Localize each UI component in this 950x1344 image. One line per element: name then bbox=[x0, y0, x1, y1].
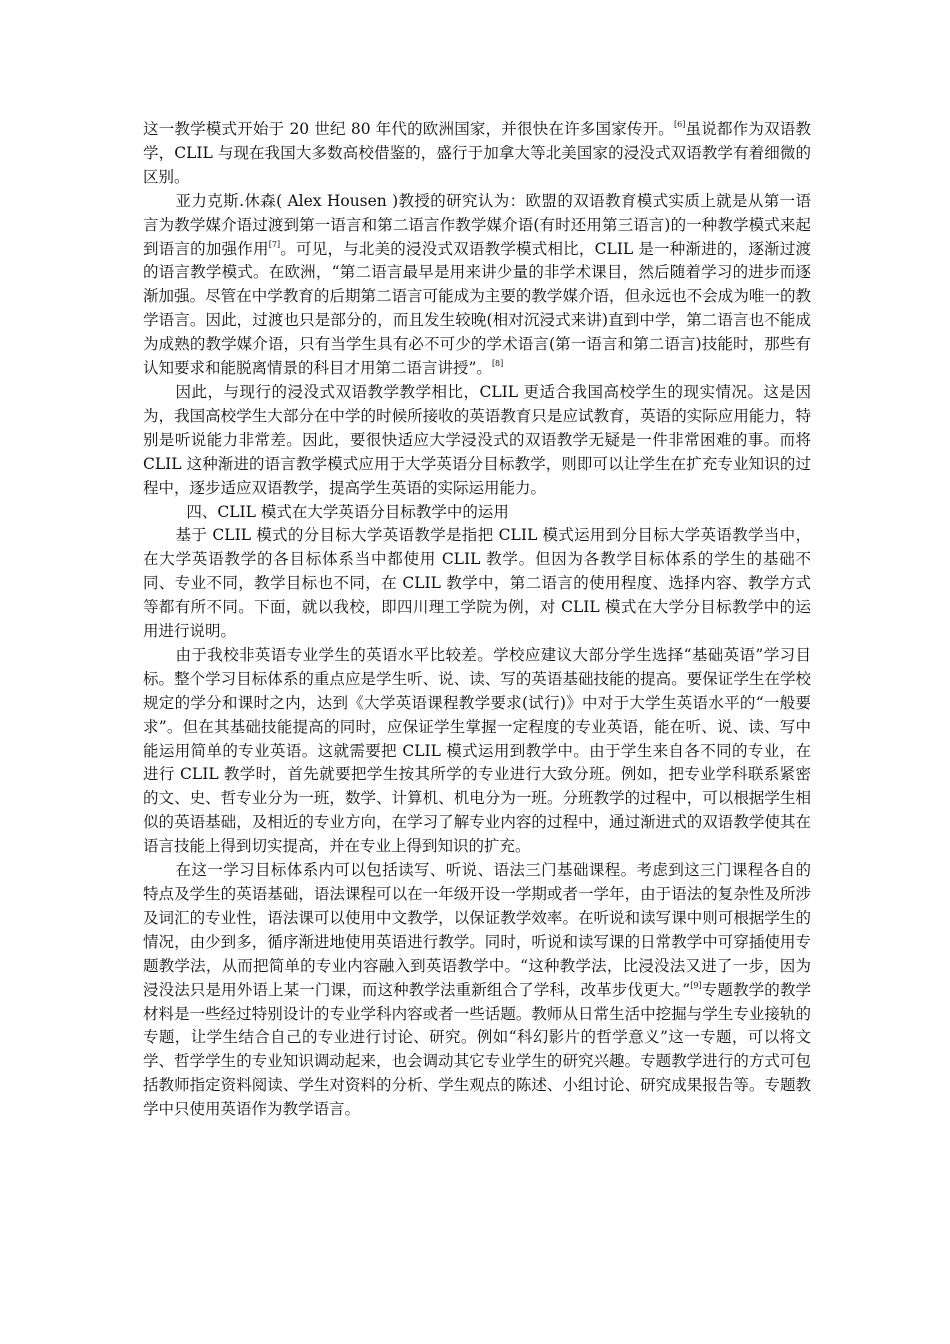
text-run: 亚力克斯.休森( Alex Housen )教授的研究认为：欧盟的双语教育模式实质上就是从第一语言为教学媒介语过渡到第一语言和第二语言作教学媒介语(有时还用第三语言)的一种教学模式来起到语言的加强作用 bbox=[143, 191, 811, 258]
text-run: 在这一学习目标体系内可以包括读写、听说、语法三门基础课程。考虑到这三门课程各自的特点及学生的英语基础，语法课程可以在一年级开设一学期或者一学年，由于语法的复杂性及所涉及词汇的专业性，语法课可以使用中文教学，以保证教学效率。在听说和读写课中则可根据学生的情况，由少到多，循序渐进地使用英语进行教学。同时，听说和读写课的日常教学中可穿插使用专题教学法，从而把简单的专业内容融入到英语教学中。“这种教学法，比浸没法又进了一步，因为浸没法只是用外语上某一门课，而这种教学法重新组合了学科，改革步伐更大。” bbox=[143, 861, 811, 999]
text-run: 由于我校非英语专业学生的英语水平比较差。学校应建议大部分学生选择“基础英语”学习目标。整个学习目标体系的重点应是学生听、说、读、写的英语基础技能的提高。要保证学生在学校规定的学分和课时之内，达到《大学英语课程教学要求(试行)》中对于大学生英语水平的“一般要求”。但在其基础技能提高的同时，应保证学生掌握一定程度的专业英语，能在听、说、读、写中能运用简单的专业英语。这就需要把 CLIL 模式运用到教学中。由于学生来自各不同的专业，在进行 CLIL 教学时，首先就要把学生按其所学的专业进行大致分班。例如，把专业学科联系紧密的文、史、哲专业分为一班，数学、计算机、机电分为一班。分班教学的过程中，可以根据学生相似的英语基础，及相近的专业方向，在学习了解专业内容的过程中，通过渐进式的双语教学使其在语言技能上得到切实提高，并在专业上得到知识的扩充。 bbox=[143, 645, 811, 856]
text-run: 虽说都作为双语教学，CLIL 与现在我国大多数高校借鉴的，盛行于加拿大等北美国家的浸没式双语教学有着细微的区别。 bbox=[143, 120, 811, 186]
text-run: 专题教学的教学材料是一些经过特别设计的专业学科内容或者一些话题。教师从日常生活中挖掘与学生专业接轨的专题，让学生结合自己的专业进行讨论、研究。例如“科幻影片的哲学意义”这一专题，可以将文学、哲学学生的专业知识调动起来，也会调动其它专业学生的研究兴趣。专题教学进行的方式可包括教师指定资料阅读、学生对资料的分析、学生观点的陈述、小组讨论、研究成果报告等。专题教学中只使用英语作为教学语言。 bbox=[143, 980, 811, 1119]
paragraph-clil-suitability bbox=[143, 381, 811, 501]
paragraph-clil-application bbox=[143, 524, 811, 644]
section-heading bbox=[143, 501, 811, 525]
section-heading-text: 四、CLIL 模式在大学英语分目标教学中的运用 bbox=[186, 502, 509, 521]
paragraph-housen-research bbox=[143, 190, 811, 381]
document-page bbox=[143, 118, 811, 1122]
text-run: 。可见，与北美的浸没式双语教学模式相比，CLIL 是一种渐进的，逐渐过渡的语言教学模式。在欧洲，“第二语言最早是用来讲少量的非学术课目，然后随着学习的进步而逐渐加强。尽管在中学教育的后期第二语言可能成为主要的教学媒介语，但永远也不会成为唯一的教学语言。因此，过渡也只是部分的，而且发生较晚(相对沉浸式来讲)直到中学，第二语言也不能成为成熟的教学媒介语，只有当学生具有必不可少的学术语言(第一语言和第二语言)技能时，那些有认知要求和能脱离情景的科目才用第二语言讲授”。 bbox=[143, 239, 811, 378]
text-run: 基于 CLIL 模式的分目标大学英语教学是指把 CLIL 模式运用到分目标大学英语教学当中，在大学英语教学的各目标体系当中都使用 CLIL 教学。但因为各教学目标体系的学生的基础不同、专业不同，教学目标也不同，在 CLIL 教学中，第二语言的使用程度、选择内容、教学方式等都有所不同。下面，就以我校，即四川理工学院为例，对 CLIL 模式在大学分目标教学中的运用进行说明。 bbox=[143, 526, 811, 641]
paragraph-basic-english-goal bbox=[143, 644, 811, 859]
paragraph-three-courses bbox=[143, 859, 811, 1122]
citation-ref-8: [8] bbox=[491, 359, 504, 369]
citation-ref-9: [9] bbox=[690, 980, 702, 990]
paragraph-intro-continuation bbox=[143, 118, 811, 190]
citation-ref-7: [7] bbox=[268, 239, 281, 249]
text-run: 因此，与现行的浸没式双语教学教学相比，CLIL 更适合我国高校学生的现实情况。这是因为，我国高校学生大部分在中学的时候所接收的英语教育只是应试教育，英语的实际应用能力，特别是听说能力非常差。因此，要很快适应大学浸没式的双语教学无疑是一件非常困难的事。而将 CLIL 这种渐进的语言教学模式应用于大学英语分目标教学，则即可以让学生在扩充专业知识的过程中，逐步适应双语教学，提高学生英语的实际运用能力。 bbox=[143, 382, 811, 497]
text-run: 这一教学模式开始于 20 世纪 80 年代的欧洲国家，并很快在许多国家传开。 bbox=[143, 120, 675, 138]
citation-ref-6: [6] bbox=[674, 120, 686, 129]
